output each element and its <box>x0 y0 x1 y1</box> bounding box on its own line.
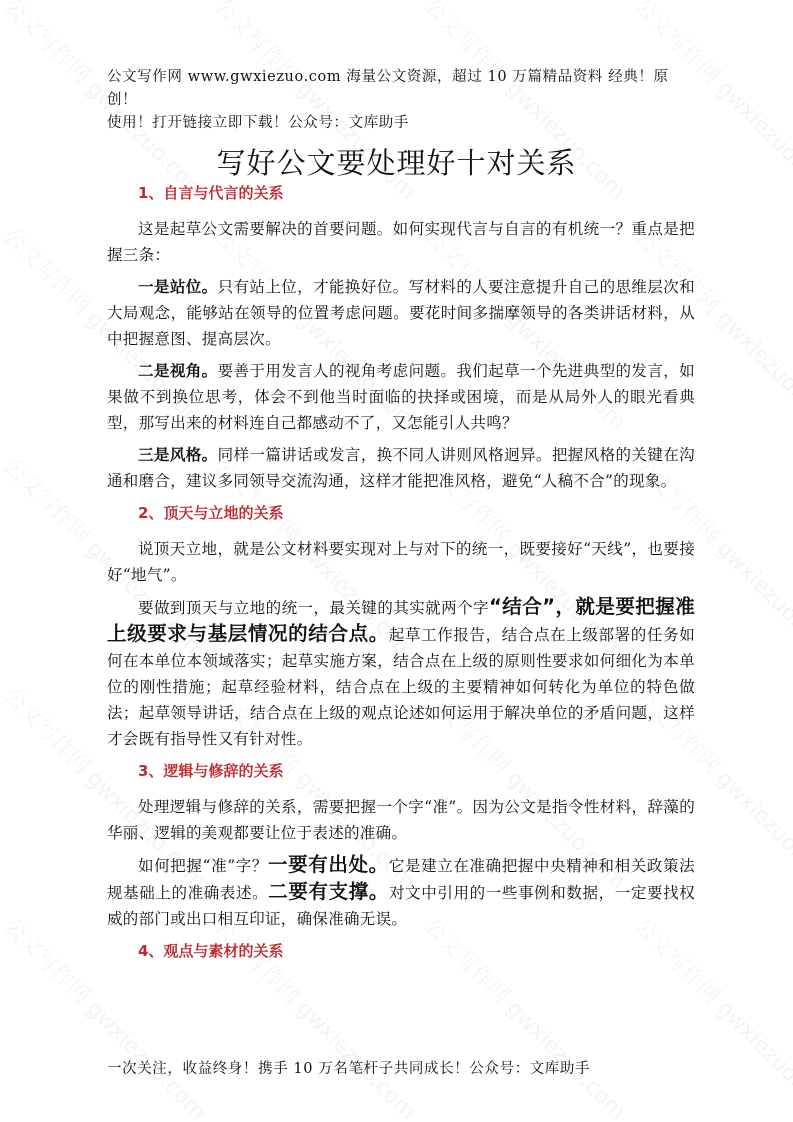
document-title: 写好公文要处理好十对关系 <box>216 146 577 180</box>
text-run: 要做到顶天与立地的统一，最关键的其实就两个字 <box>138 599 490 617</box>
text-run: 起草工作报告，结合点在上级部署的任务如何在本单位本领域落实；起草实施方案，结合点在上级的原则性要求如何细化为本单位的刚性措施；起草经验材料，结合点在上级的主要精神如何转化为单位的特色做法；起草领导讲话，结合点在上级的观点论述如何运用于解决单位的矛盾问题，这样才会既有指导性又有针对性。 <box>107 626 696 748</box>
text-run: 如何把握“准”字？ <box>138 857 269 875</box>
header-line: 使用！打开链接立即下载！公众号：文库助手 <box>107 115 409 131</box>
point-text: 要善于用发言人的视角考虑问题。我们起草一个先进典型的发言，如果做不到换位思考，体会不到他当时面临的抉择或困境，而是从局外人的眼光看典型，那写出来的材料连自己都感动不了，又怎能引人共鸣？ <box>107 362 695 432</box>
point-lead: 三是风格。 <box>138 446 218 464</box>
paragraph: 处理逻辑与修辞的关系，需要把握一个字“准”。因为公文是指令性材料，辞藻的华丽、逻辑的美观都要让位于表述的准确。 <box>107 798 695 842</box>
point-lead: 二是视角。 <box>138 362 218 380</box>
emphasis-text: “结合”，就是要把握准上级要求与基层情况的结合点。 <box>107 595 695 645</box>
section-heading: 4、观点与素材的关系 <box>138 942 284 960</box>
paragraph: 说顶天立地，就是公文材料要实现对上与对下的统一，既要接好“天线”，也要接好“地气”。 <box>107 540 695 584</box>
section-heading: 1、自言与代言的关系 <box>138 184 284 202</box>
emphasis-text: 二要有支撑。 <box>268 880 389 903</box>
paragraph <box>107 358 695 436</box>
page-header <box>107 66 697 135</box>
paragraph <box>107 594 695 752</box>
point-text: 同样一篇讲话或发言，换不同人讲则风格迥异。把握风格的关键在沟通和磨合，建议多同领导交流沟通，这样才能把准风格，避免“人稿不合”的现象。 <box>107 446 695 490</box>
header-line: 公文写作网 www.gwxiezuo.com 海量公文资源，超过 10 万篇精品资料 经典！原创！ <box>107 69 669 108</box>
paragraph: 这是起草公文需要解决的首要问题。如何实现代言与自言的有机统一？重点是把握三条： <box>107 220 695 264</box>
text-run: 它是建立在准确把握中央精神和相关政策法规基础上的准确表述。 <box>107 857 695 902</box>
paragraph <box>107 852 695 932</box>
page-footer: 一次关注，收益终身！携手 10 万名笔杆子共同成长！公众号：文库助手 <box>107 1061 591 1077</box>
text-run: 对文中引用的一些事例和数据，一定要找权威的部门或出口相互印证，确保准确无误。 <box>107 884 695 928</box>
section-heading: 2、顶天与立地的关系 <box>138 504 284 522</box>
section-heading: 3、逻辑与修辞的关系 <box>138 762 284 780</box>
point-text: 只有站上位，才能换好位。写材料的人要注意提升自己的思维层次和大局观念，能够站在领导的位置考虑问题。要花时间多揣摩领导的各类讲话材料，从中把握意图、提高层次。 <box>107 278 695 348</box>
paragraph <box>107 274 695 352</box>
document-body <box>107 180 695 974</box>
paragraph <box>107 442 695 494</box>
point-lead: 一是站位。 <box>138 278 218 296</box>
emphasis-text: 一要有出处。 <box>268 853 389 876</box>
